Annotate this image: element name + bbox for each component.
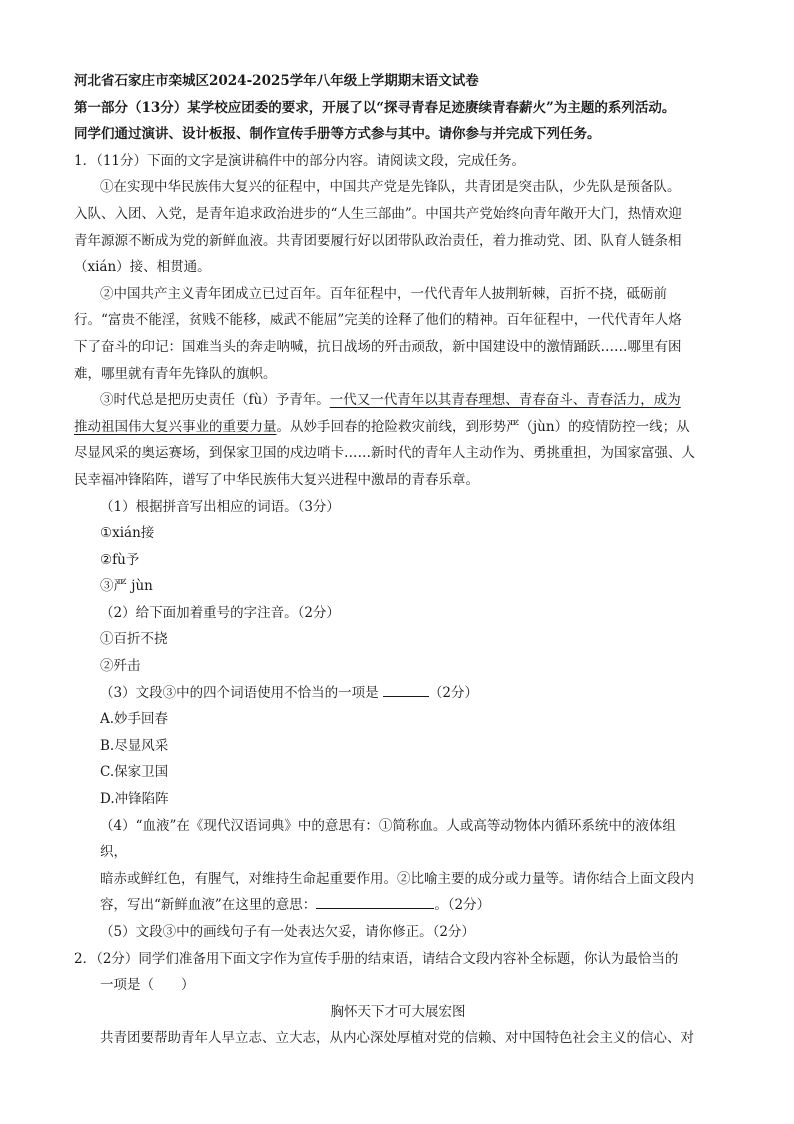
q1-sub1-item: ②fù予 <box>100 551 140 568</box>
q1-sub4-prompt: 容，写出“新鲜血液”在这里的意思： <box>100 897 317 914</box>
q1-sub3-option-c: C.保家卫国 <box>100 764 169 781</box>
q1-sub2-title: （2）给下面加着重号的字注音。（2分） <box>100 604 340 621</box>
q1-stem: 1．（11分）下面的文字是演讲稿件中的部分内容。请阅读文段，完成任务。 <box>74 152 526 169</box>
q1-sub2-item: ①百折不挠 <box>100 631 168 648</box>
q1-sub3-question: （3）文段③中的四个词语使用不恰当的一项是 <box>100 684 379 701</box>
q1-sub3-score: （2分） <box>428 684 478 701</box>
q2-stem-line2: 一项是（ ） <box>100 977 195 994</box>
q1-p2-line4: 难，哪里就有青年先锋队的旗帜。 <box>74 365 277 382</box>
q1-sub1-title: （1）根据拼音写出相应的词语。（3分） <box>100 498 340 515</box>
q1-p3-text-cont: 。从妙手回春的抢险救灾前线，到形势严（jùn）的疫情防控一线；从 <box>276 418 690 435</box>
exam-page <box>74 68 722 1052</box>
q1-p3-line3: 尽显风采的奥运赛场，到保家卫国的戍边哨卡……新时代的青年人主动作为、勇挑重担，为国家富强、人 <box>74 445 695 462</box>
q1-sub1-item: ①xián接 <box>100 525 155 542</box>
q1-sub4-line1: （4）“血液”在《现代汉语词典》中的意思有：①简称血。人或高等动物体内循环系统中的液体组 <box>100 817 676 834</box>
q1-p2-line1: ②中国共产主义青年团成立已过百年。百年征程中，一代代青年人披荆斩棘，百折不挠，砥砺前 <box>100 285 667 302</box>
q1-sub4-line3: 暗赤或鲜红色，有腥气，对维持生命起重要作用。②比喻主要的成分或力量等。请你结合上面文段内 <box>100 870 694 887</box>
q1-p3-underlined-sentence-part2: 推动祖国伟大复兴事业的重要力量 <box>74 418 277 435</box>
q1-p1-line4: （xián）接、相贯通。 <box>74 259 211 276</box>
q1-sub3-option-d: D.冲锋陷阵 <box>100 791 169 808</box>
q1-sub3-title <box>74 680 722 707</box>
q1-sub2-item: ②歼击 <box>100 658 141 675</box>
q1-sub4-line2: 织， <box>100 844 127 861</box>
q1-p3-underlined-sentence-part1: 一代又一代青年以其青春理想、青春奋斗、青春活力，成为 <box>329 392 681 409</box>
q1-sub3-option-a: A.妙手回春 <box>100 711 169 728</box>
q1-p3-line1 <box>74 387 722 414</box>
q1-p1-line2: 入队、入团、入党，是青年追求政治进步的“人生三部曲”。中国共产党始终向青年敞开大门，热情欢迎 <box>74 205 682 222</box>
q1-sub4-score: 。（2分） <box>434 897 491 914</box>
q1-p2-line3: 下了奋斗的印记：国难当头的奔走呐喊，抗日战场的歼击顽敌，新中国建设中的激情踊跃……哪里有困 <box>74 338 682 355</box>
q1-sub4-line4 <box>74 892 722 919</box>
q1-sub5: （5）文段③中的画线句子有一处表达欠妥，请你修正。（2分） <box>100 924 475 940</box>
q2-passage-heading: 胸怀天下才可大展宏图 <box>330 1003 466 1020</box>
q1-sub3-option-b: B.尽显风采 <box>100 737 169 754</box>
q1-p1-line1: ①在实现中华民族伟大复兴的征程中，中国共产党是先锋队，共青团是突击队，少先队是预备队。 <box>100 179 681 196</box>
part1-intro-line2: 同学们通过演讲、设计板报、制作宣传手册等方式参与其中。请你参与并完成下列任务。 <box>74 126 601 143</box>
q2-passage-line1: 共青团要帮助青年人早立志、立大志，从内心深处厚植对党的信赖、对中国特色社会主义的信心、对 <box>100 1030 694 1047</box>
q1-p2-line2: 行。“富贵不能淫，贫贱不能移，威武不能屈”完美的诠释了他们的精神。百年征程中，一代代青年人烙 <box>74 312 682 329</box>
part1-intro-line1: 第一部分（13分）某学校应团委的要求，开展了以“探寻青春足迹赓续青春薪火”为主题的系列活动。 <box>74 99 676 116</box>
q1-p3-line2 <box>74 414 722 441</box>
exam-title: 河北省石家庄市栾城区2024-2025学年八年级上学期期末语文试卷 <box>74 73 479 89</box>
answer-blank[interactable] <box>316 894 434 909</box>
q1-p3-line4: 民幸福冲锋陷阵，谱写了中华民族伟大复兴进程中激昂的青春乐章。 <box>74 471 479 488</box>
q1-sub1-item: ③严 jùn <box>100 578 153 595</box>
q1-p1-line3: 青年源源不断成为党的新鲜血液。共青团要履行好以团带队政治责任，着力推动党、团、队育人链条相 <box>74 232 682 249</box>
q1-p3-text: ③时代总是把历史责任（fù）予青年。 <box>100 392 330 409</box>
q2-stem-line1: 2．（2分）同学们准备用下面文字作为宣传手册的结束语，请结合文段内容补全标题，你认为最恰当的 <box>74 950 679 967</box>
answer-blank[interactable] <box>383 682 429 697</box>
